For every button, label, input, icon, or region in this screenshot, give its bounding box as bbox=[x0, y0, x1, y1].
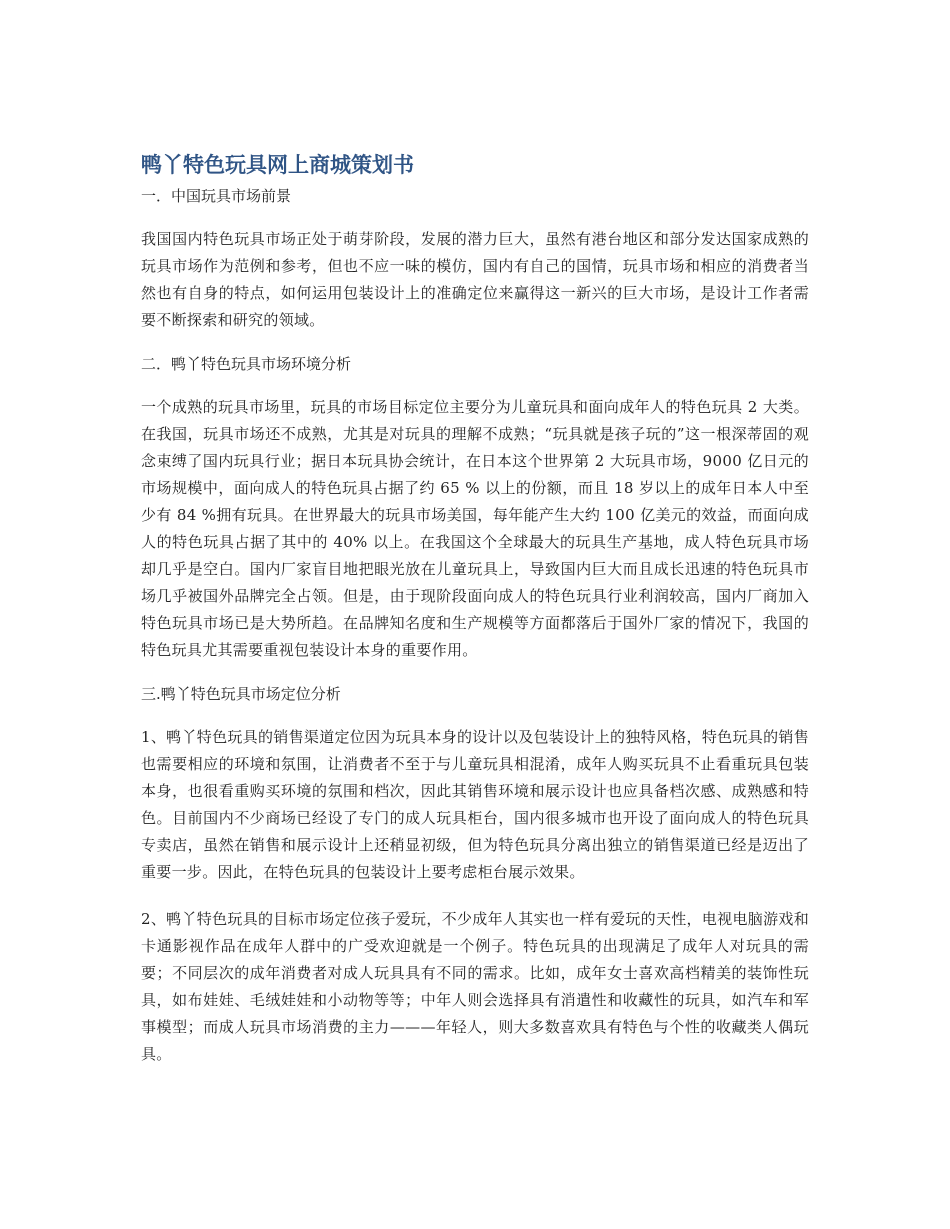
document-title: 鸭丫特色玩具网上商城策划书 bbox=[141, 153, 414, 177]
section-paragraph: 一个成熟的玩具市场里，玩具的市场目标定位主要分为儿童玩具和面向成年人的特色玩具 2 大类。在我国，玩具市场还不成熟，尤其是对玩具的理解不成熟；“玩具就是孩子玩的”这一根深蒂固的观念束缚了国内玩具行业；据日本玩具协会统计，在日本这个世界第 2 大玩具市场，9000 亿日元的市场规模中，面向成人的特色玩具占据了约 65 % 以上的份额，而且 18 岁以上的成年日本人中至少有 84 %拥有玩具。在世界最大的玩具市场美国，每年能产生大约 100 亿美元的效益，而面向成人的特色玩具占据了其中的 40% 以上。在我国这个全球最大的玩具生产基地，成人特色玩具市场却几乎是空白。国内厂家盲目地把眼光放在儿童玩具上，导致国内巨大而且成长迅速的特色玩具市场几乎被国外品牌完全占领。但是，由于现阶段面向成人的特色玩具行业利润较高，国内厂商加入特色玩具市场已是大势所趋。在品牌知名度和生产规模等方面都落后于国外厂家的情况下，我国的特色玩具尤其需要重视包装设计本身的重要作用。 bbox=[141, 398, 809, 659]
section-paragraph: 我国国内特色玩具市场正处于萌芽阶段，发展的潜力巨大，虽然有港台地区和部分发达国家成熟的玩具市场作为范例和参考，但也不应一味的模仿，国内有自己的国情，玩具市场和相应的消费者当然也有自身的特点，如何运用包装设计上的准确定位来赢得这一新兴的巨大市场，是设计工作者需要不断探索和研究的领域。 bbox=[141, 230, 809, 329]
section-market-environment bbox=[141, 354, 809, 664]
section-paragraph: 1、鸭丫特色玩具的销售渠道定位因为玩具本身的设计以及包装设计上的独特风格，特色玩具的销售也需要相应的环境和氛围，让消费者不至于与儿童玩具相混淆，成年人购买玩具不止看重玩具包装本身，也很看重购买环境的氛围和档次，因此其销售环境和展示设计也应具备档次感、成熟感和特色。目前国内不少商场已经设了专门的成人玩具柜台，国内很多城市也开设了面向成人的特色玩具专卖店，虽然在销售和展示设计上还稍显初级，但为特色玩具分离出独立的销售渠道已经是迈出了重要一步。因此，在特色玩具的包装设计上要考虑柜台展示效果。 bbox=[141, 728, 809, 881]
section-market-positioning bbox=[141, 684, 809, 1068]
section-heading: 一．中国玩具市场前景 bbox=[141, 187, 292, 205]
section-heading: 三.鸭丫特色玩具市场定位分析 bbox=[141, 685, 341, 703]
section-paragraph: 2、鸭丫特色玩具的目标市场定位孩子爱玩，不少成年人其实也一样有爱玩的天性，电视电脑游戏和卡通影视作品在成年人群中的广受欢迎就是一个例子。特色玩具的出现满足了成年人对玩具的需要；不同层次的成年消费者对成人玩具具有不同的需求。比如，成年女士喜欢高档精美的装饰性玩具，如布娃娃、毛绒娃娃和小动物等等；中年人则会选择具有消遣性和收藏性的玩具，如汽车和军事模型；而成人玩具市场消费的主力———年轻人，则大多数喜欢具有特色与个性的收藏类人偶玩具。 bbox=[141, 910, 809, 1063]
section-market-outlook bbox=[141, 186, 809, 334]
document-body bbox=[141, 150, 809, 1088]
section-heading: 二．鸭丫特色玩具市场环境分析 bbox=[141, 355, 352, 373]
